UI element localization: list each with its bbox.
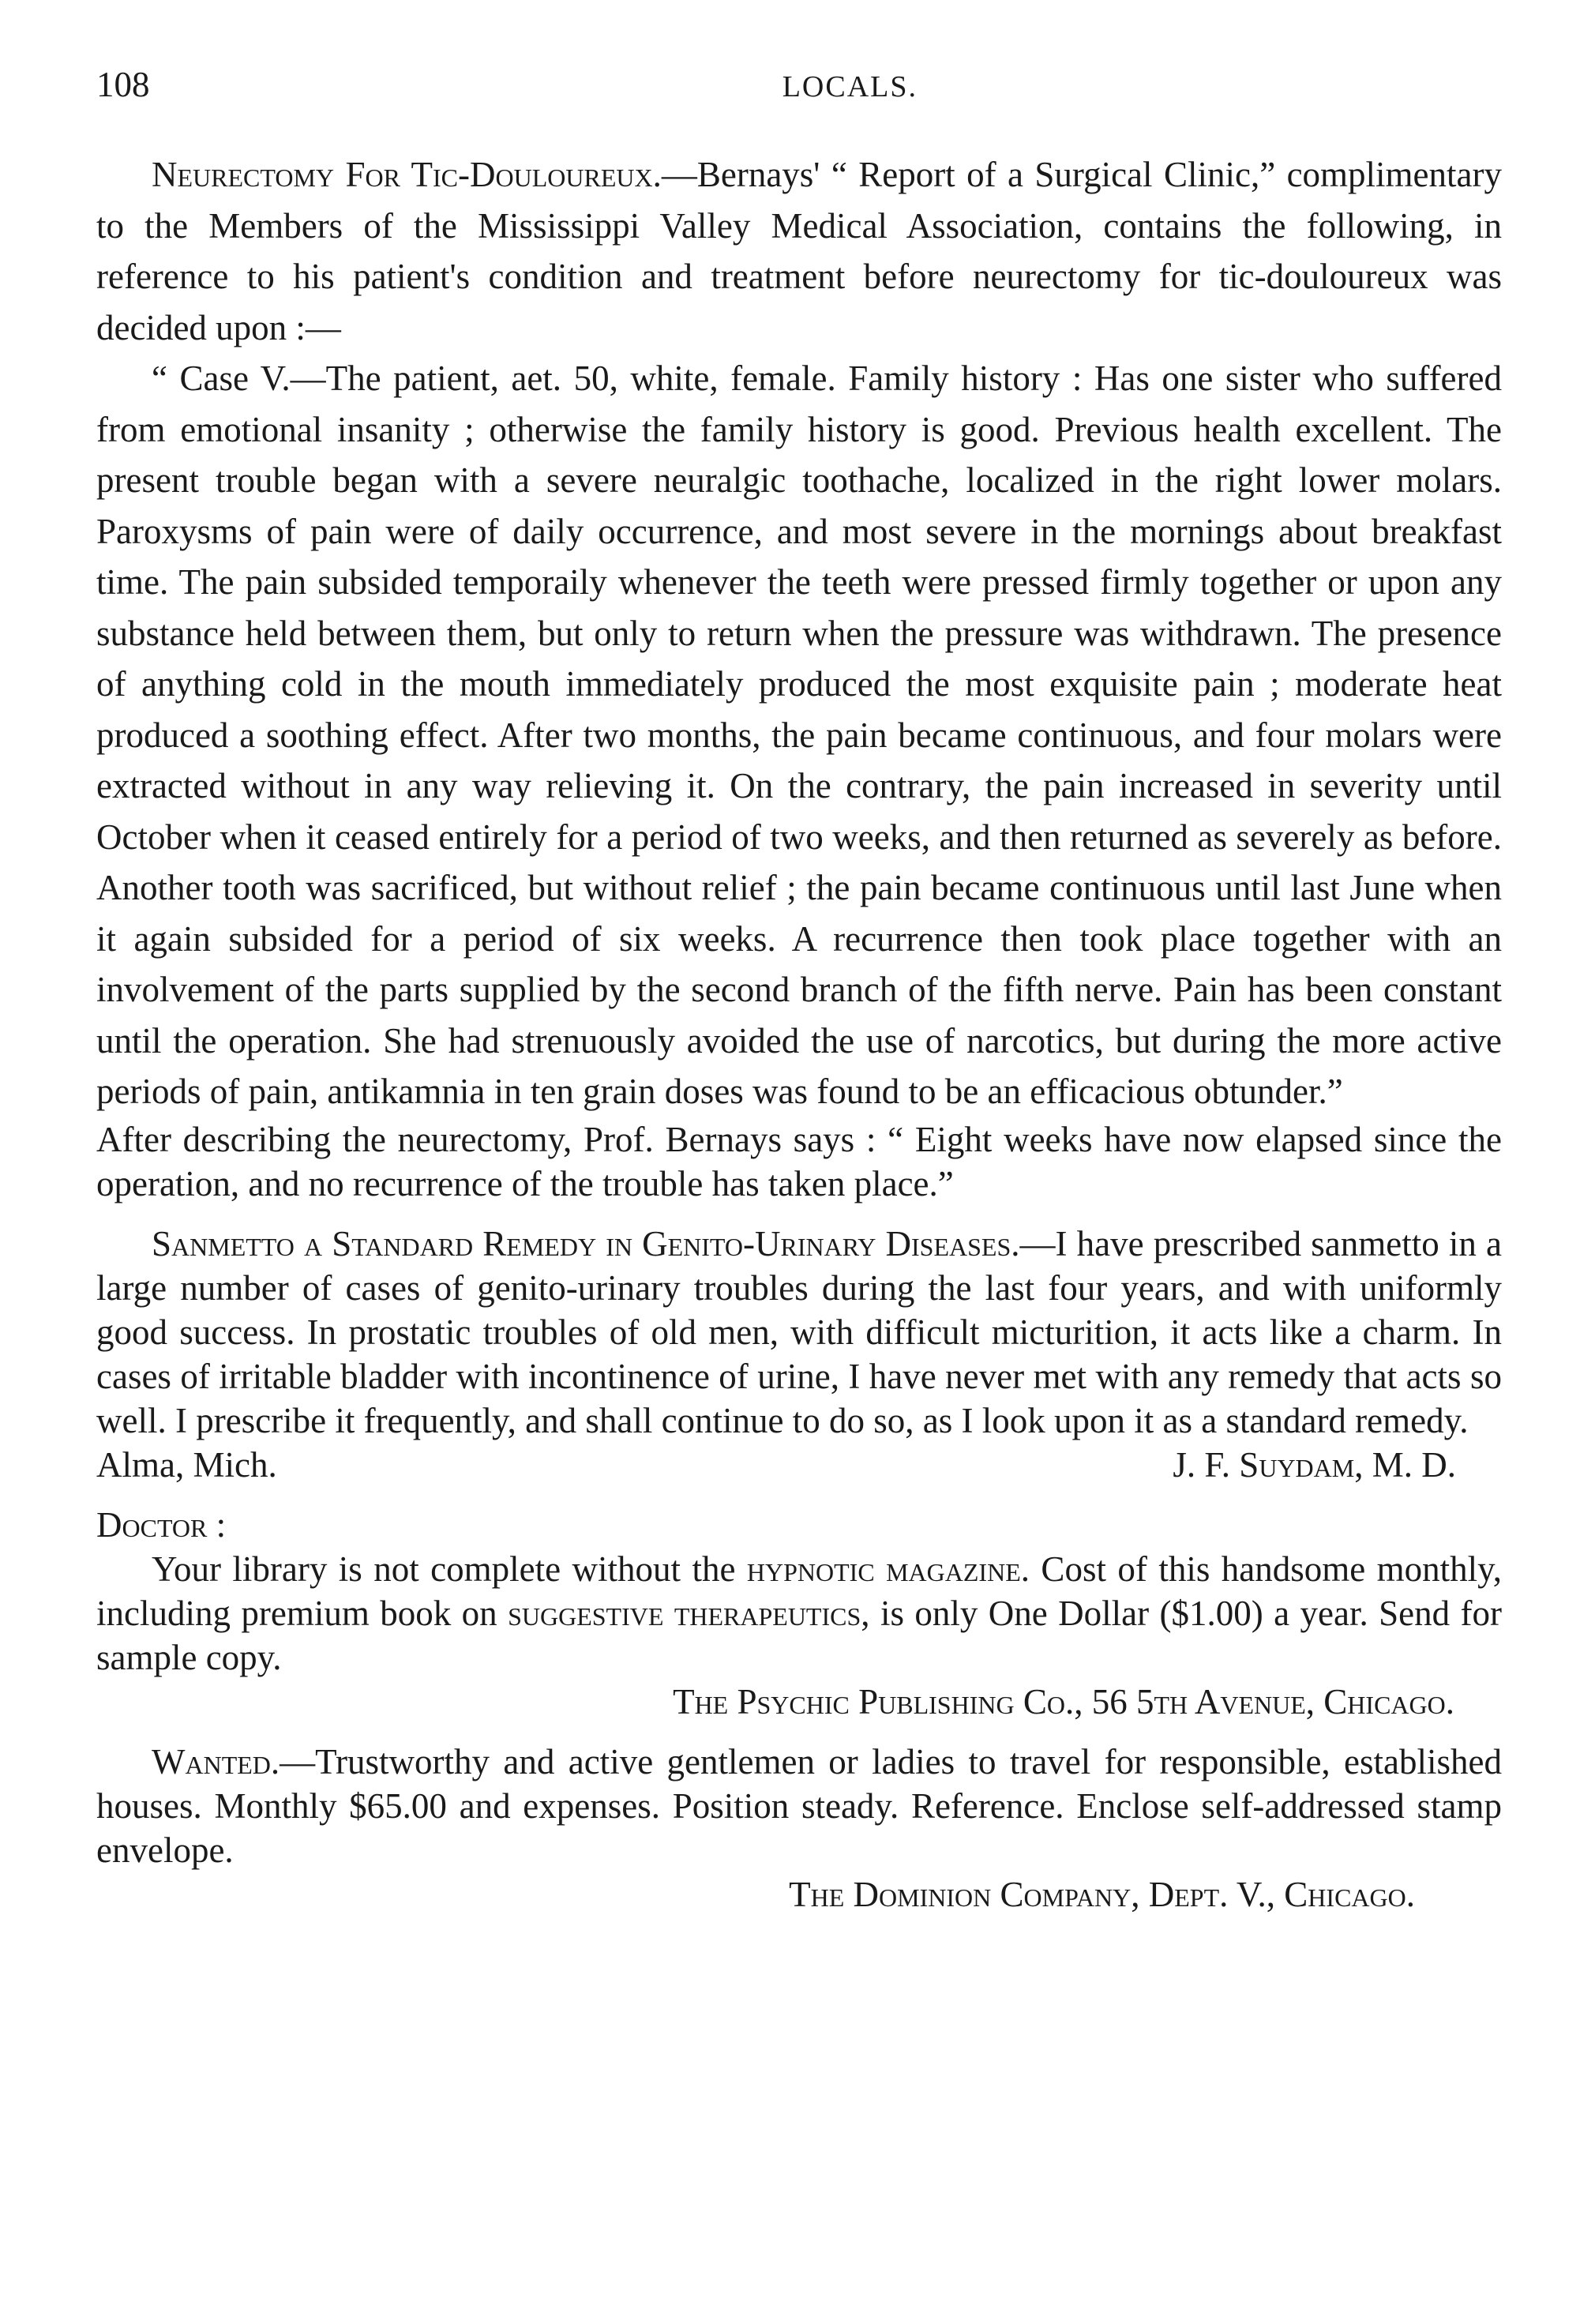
article-hypnotic-magazine (96, 1503, 1502, 1724)
article-wanted-body (96, 1740, 1502, 1872)
article-sanmetto-signature-row (96, 1443, 1502, 1487)
article-neurectomy-intro-text: —Bernays' “ Report of a Surgical Clinic,” complimentary to the Members of the Mississippi Valley Medical Association, contains the following, in reference to his patient's condition and treatment before neurectomy for tic-douloureux was decided upon :— (96, 155, 1502, 347)
running-head: LOCALS. (782, 70, 918, 103)
article-hypnotic-body-part2: . Cost of this handsome monthly, including premium book on (96, 1549, 1502, 1633)
article-hypnotic-body-part3: , is only One Dollar ($1.00) a year. Send for sample copy. (96, 1593, 1503, 1677)
article-neurectomy-conclusion: After describing the neurectomy, Prof. Bernays says : “ Eight weeks have now elapsed since the operation, and no recurrence of the trouble has taken place.” (96, 1119, 1502, 1203)
article-sanmetto-location: Alma, Mich. (96, 1444, 277, 1485)
page-header (96, 59, 1502, 121)
article-hypnotic-body (96, 1547, 1502, 1680)
article-sanmetto-title: Sanmetto a Standard Remedy in Genito-Urinary Diseases. (152, 1223, 1020, 1263)
article-wanted (96, 1740, 1502, 1917)
article-sanmetto-body-text: —I have prescribed sanmetto in a large number of cases of genito-urinary troubles during the last four years, and with uniformly good success. In prostatic troubles of old men, with difficult micturition, it acts like a charm. In cases of irritable bladder with incontinence of urine, I have never met with any remedy that acts so well. I prescribe it frequently, and shall continue to do so, as I look upon it as a standard remedy. (96, 1223, 1502, 1440)
article-sanmetto (96, 1222, 1502, 1487)
page-number: 108 (96, 65, 150, 104)
article-hypnotic-magazine-name: hypnotic magazine (746, 1549, 1021, 1589)
article-wanted-signature: The Dominion Company, Dept. V., Chicago. (789, 1874, 1415, 1914)
page (96, 59, 1502, 1932)
article-sanmetto-signature: J. F. Suydam, M. D. (1173, 1444, 1456, 1485)
article-wanted-title: Wanted. (152, 1741, 280, 1781)
article-hypnotic-therapeutics: suggestive therapeutics (508, 1593, 861, 1633)
article-neurectomy-title: Neurectomy For Tic-Douloureux. (152, 155, 662, 194)
article-hypnotic-signature: The Psychic Publishing Co., 56 5th Avenue, Chicago. (673, 1681, 1454, 1721)
article-sanmetto-body (96, 1222, 1502, 1443)
article-wanted-body-text: —Trustworthy and active gentlemen or ladies to travel for responsible, established houses. Monthly $65.00 and expenses. Position steady. Reference. Enclose self-addressed stamp envelope. (96, 1741, 1502, 1870)
article-hypnotic-heading: Doctor : (96, 1504, 227, 1545)
article-neurectomy (96, 149, 1502, 1206)
article-hypnotic-body-part1: Your library is not complete without the (152, 1549, 747, 1589)
article-neurectomy-intro (96, 149, 1502, 353)
article-neurectomy-case: “ Case V.—The patient, aet. 50, white, female. Family history : Has one sister who suffered from emotional insanity ; otherwise the family history is good. Previous health excellent. The present trouble began with a severe neuralgic toothache, localized in the right lower molars. Paroxysms of pain were of daily occurrence, and most severe in the mornings about breakfast time. The pain subsided temporaily whenever the teeth were pressed firmly together or upon any substance held between them, but only to return when the pressure was withdrawn. The presence of anything cold in the mouth immediately produced the most exquisite pain ; moderate heat produced a soothing effect. After two months, the pain became continuous, and four molars were extracted without in any way relieving it. On the contrary, the pain increased in severity until October when it ceased entirely for a period of two weeks, and then returned as severely as before. Another tooth was sacrificed, but without relief ; the pain became continuous until last June when it again subsided for a period of six weeks. A recurrence then took place together with an involvement of the parts supplied by the second branch of the fifth nerve. Pain has been constant until the operation. She had strenuously avoided the use of narcotics, but during the more active periods of pain, antikamnia in ten grain doses was found to be an efficacious obtunder.” (96, 359, 1502, 1111)
